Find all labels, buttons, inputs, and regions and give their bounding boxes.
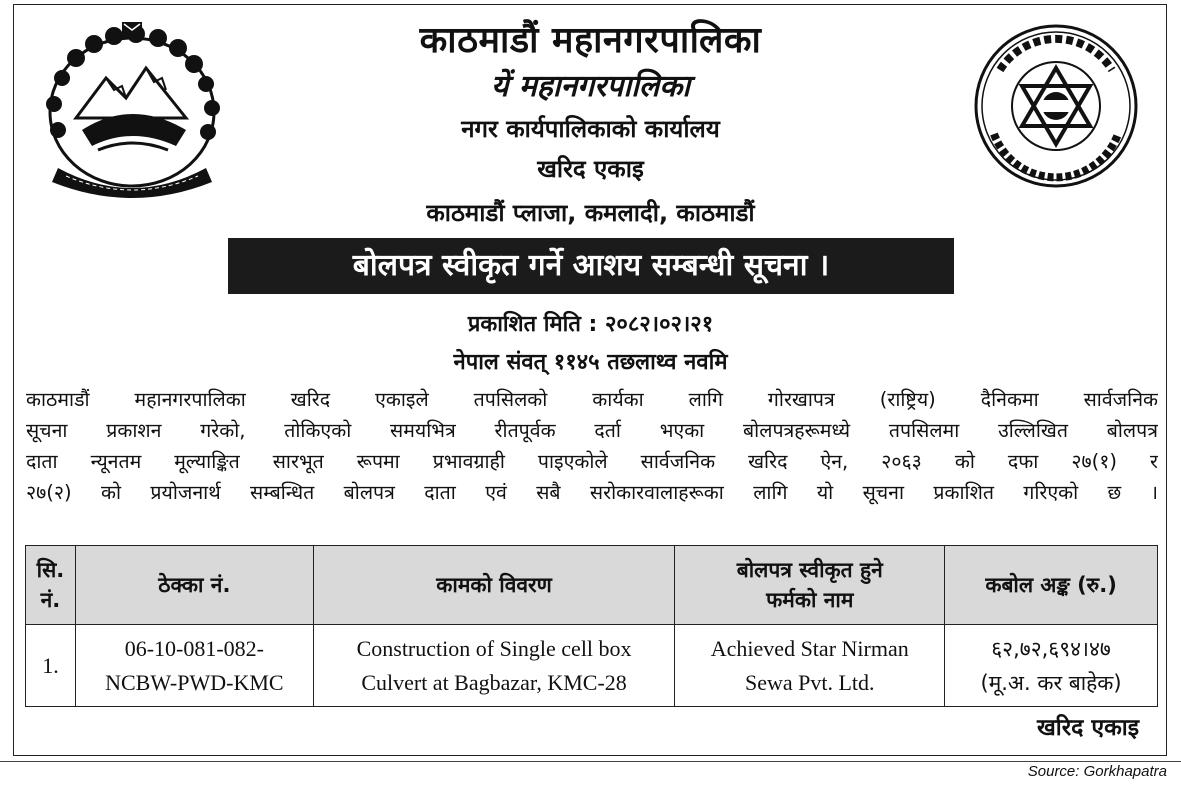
org-name-newari: यें महानगरपालिका <box>490 69 691 104</box>
unit-name: खरिद एकाइ <box>537 155 644 183</box>
body-line: सूचना प्रकाशन गरेको, तोकिएको समयभित्र रीतपूर्वक दर्ता भएका बोलपत्रहरूमध्ये तपसिलमा उल्लिखित बोलपत्र <box>26 419 1158 442</box>
header-serial-number: सि. नं. <box>26 546 76 625</box>
header-contract-no: ठेक्का नं. <box>75 546 313 625</box>
cell-serial-number: 1. <box>26 625 76 707</box>
divider <box>0 761 1181 762</box>
body-line: दाता न्यूनतम मूल्याङ्कित सारभूत रूपमा प्रभावग्राही पाइएकोले सार्वजनिक खरिद ऐन, २०६३ को दफा २७(१) र <box>26 450 1158 473</box>
address: काठमाडौं प्लाजा, कमलादी, काठमाडौं <box>426 199 755 227</box>
cell-firm-name: Achieved Star Nirman Sewa Pvt. Ltd. <box>675 625 945 707</box>
published-date: प्रकाशित मिति : २०८२।०२।२१ <box>467 312 714 337</box>
notice-body <box>26 384 1158 508</box>
source-credit: Source: Gorkhapatra <box>1027 763 1167 780</box>
signature-unit: खरिद एकाइ <box>1036 715 1139 741</box>
notice-title: बोलपत्र स्वीकृत गर्ने आशय सम्बन्धी सूचना । <box>228 238 954 294</box>
cell-description: Construction of Single cell box Culvert at Bagbazar, KMC-28 <box>313 625 675 707</box>
office-name: नगर कार्यपालिकाको कार्यालय <box>461 115 720 143</box>
org-name: काठमाडौं महानगरपालिका <box>419 20 762 61</box>
body-line: २७(२) को प्रयोजनार्थ सम्बन्धित बोलपत्र दाता एवं सबै सरोकारवालाहरूका लागि यो सूचना प्रकाशित गरिएको छ । <box>26 481 1158 504</box>
cell-contract-no: 06-10-081-082- NCBW-PWD-KMC <box>75 625 313 707</box>
header-amount: कबोल अङ्क (रु.) <box>945 546 1158 625</box>
body-line: काठमाडौं महानगरपालिका खरिद एकाइले तपसिलको कार्यका लागि गोरखापत्र (राष्ट्रिय) दैनिकमा सार्वजनिक <box>26 388 1158 411</box>
table-row <box>26 625 1158 707</box>
nepal-sambat-date: नेपाल संवत् ११४५ तछलाथ्व नवमि <box>453 350 728 375</box>
header-description: कामको विवरण <box>313 546 675 625</box>
header-firm-name: बोलपत्र स्वीकृत हुने फर्मको नाम <box>675 546 945 625</box>
cell-amount: ६२,७२,६९४।४७ (मू.अ. कर बाहेक) <box>945 625 1158 707</box>
table-header-row <box>26 546 1158 625</box>
award-table <box>25 545 1158 707</box>
